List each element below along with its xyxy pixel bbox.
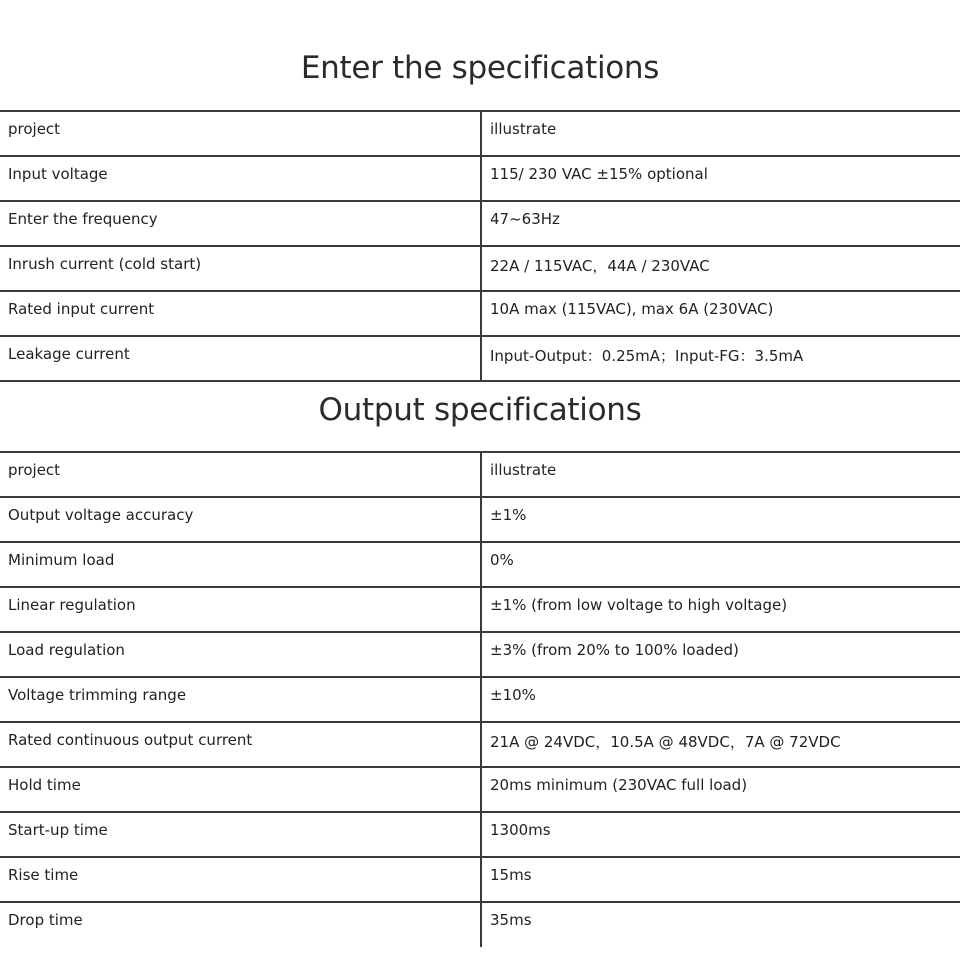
spec-item: Voltage trimming range (0, 677, 481, 722)
spec-value: ±3% (from 20% to 100% loaded) (481, 632, 960, 677)
output-spec-title: Output specifications (318, 392, 642, 428)
table-row (0, 111, 960, 156)
spec-value: 21A @ 24VDC，10.5A @ 48VDC，7A @ 72VDC (481, 722, 960, 767)
spec-value: 115/ 230 VAC ±15% optional (481, 156, 960, 201)
spec-item: project (0, 111, 481, 156)
spec-value: ±1% (from low voltage to high voltage) (481, 587, 960, 632)
table-row (0, 336, 960, 381)
spec-item: Rated input current (0, 291, 481, 336)
spec-value: illustrate (481, 452, 960, 497)
table-row (0, 291, 960, 336)
spec-item: project (0, 452, 481, 497)
table-row (0, 542, 960, 587)
spec-item: Load regulation (0, 632, 481, 677)
spec-value: 1300ms (481, 812, 960, 857)
spec-item: Output voltage accuracy (0, 497, 481, 542)
table-row (0, 632, 960, 677)
spec-item: Input voltage (0, 156, 481, 201)
spec-item: Drop time (0, 902, 481, 947)
spec-item: Leakage current (0, 336, 481, 381)
spec-item: Rise time (0, 857, 481, 902)
spec-value: ±10% (481, 677, 960, 722)
spec-item: Start-up time (0, 812, 481, 857)
spec-value: 47~63Hz (481, 201, 960, 246)
table-row (0, 902, 960, 947)
spec-value: 20ms minimum (230VAC full load) (481, 767, 960, 812)
spec-item: Rated continuous output current (0, 722, 481, 767)
table-row (0, 156, 960, 201)
spec-value: Input-Output：0.25mA；Input-FG：3.5mA (481, 336, 960, 381)
table-row (0, 497, 960, 542)
input-spec-table (0, 110, 960, 382)
table-row (0, 201, 960, 246)
spec-value: 10A max (115VAC), max 6A (230VAC) (481, 291, 960, 336)
spec-value: 35ms (481, 902, 960, 947)
table-row (0, 677, 960, 722)
table-row (0, 722, 960, 767)
spec-value: 22A / 115VAC，44A / 230VAC (481, 246, 960, 291)
table-row (0, 857, 960, 902)
table-row (0, 767, 960, 812)
table-row (0, 246, 960, 291)
table-row (0, 587, 960, 632)
spec-item: Inrush current (cold start) (0, 246, 481, 291)
input-spec-title: Enter the specifications (300, 50, 660, 86)
table-row (0, 812, 960, 857)
spec-value: 0% (481, 542, 960, 587)
spec-item: Minimum load (0, 542, 481, 587)
spec-item: Enter the frequency (0, 201, 481, 246)
spec-item: Linear regulation (0, 587, 481, 632)
output-spec-table (0, 451, 960, 947)
spec-value: 15ms (481, 857, 960, 902)
spec-value: ±1% (481, 497, 960, 542)
spec-value: illustrate (481, 111, 960, 156)
spec-item: Hold time (0, 767, 481, 812)
table-row (0, 452, 960, 497)
